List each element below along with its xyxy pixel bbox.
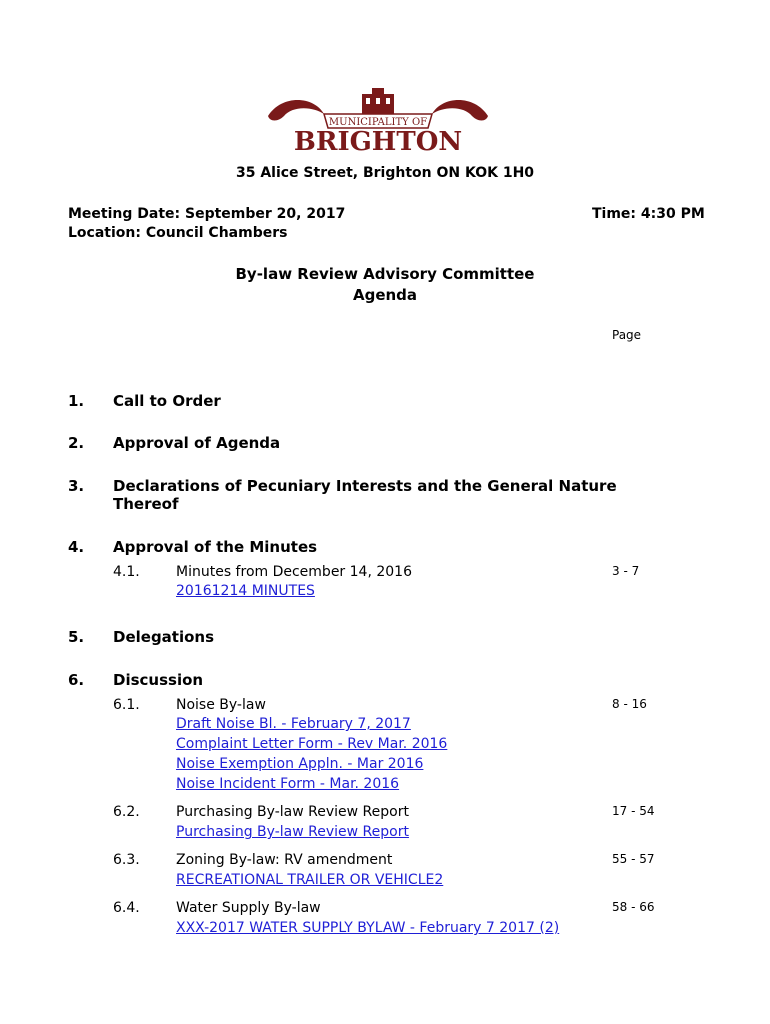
item-number: 4. [68,538,85,556]
logo-main-text: BRIGHTON [293,127,463,154]
page-column-label: Page [612,328,642,342]
logo-top-text: MUNICIPALITY OF [328,117,428,128]
page-range: 17 - 54 [612,804,655,818]
document-link[interactable]: Complaint Letter Form - Rev Mar. 2016 [176,736,448,752]
meeting-location: Location: Council Chambers [68,225,288,241]
document-link[interactable]: Draft Noise Bl. - February 7, 2017 [176,716,411,732]
document-link[interactable]: Noise Incident Form - Mar. 2016 [176,776,400,792]
item-number: 3. [68,477,85,495]
item-number: 5. [68,628,85,646]
subitem-title: Water Supply By-law [176,900,321,916]
item-number: 6. [68,671,85,689]
item-title: Call to Order [113,392,221,410]
item-title: Discussion [113,671,204,689]
page-range: 58 - 66 [612,900,655,914]
committee-title: By-law Review Advisory Committee [235,265,535,283]
subitem-title: Zoning By-law: RV amendment [176,852,393,868]
subitem-title: Minutes from December 14, 2016 [176,564,412,580]
item-title: Delegations [113,628,215,646]
item-title-continued: Thereof [113,495,179,513]
meeting-date: Meeting Date: September 20, 2017 [68,206,346,222]
subitem-number: 6.2. [113,804,140,820]
page-range: 3 - 7 [612,564,640,578]
subitem-number: 4.1. [113,564,140,580]
subitem-number: 6.1. [113,697,140,713]
document-link[interactable]: 20161214 MINUTES [176,583,315,599]
agenda-title: Agenda [352,286,418,304]
page-range: 55 - 57 [612,852,655,866]
item-title: Approval of Agenda [113,434,281,452]
document-link[interactable]: RECREATIONAL TRAILER OR VEHICLE2 [176,872,444,888]
item-number: 1. [68,392,85,410]
item-title: Approval of the Minutes [113,538,318,556]
subitem-number: 6.4. [113,900,140,916]
subitem-number: 6.3. [113,852,140,868]
page-range: 8 - 16 [612,697,647,711]
item-title: Declarations of Pecuniary Interests and the General Nature [113,477,617,495]
meeting-time: Time: 4:30 PM [592,206,705,222]
document-link[interactable]: Purchasing By-law Review Report [176,824,409,840]
document-link[interactable]: XXX-2017 WATER SUPPLY BYLAW - February 7 2017 (2) [176,920,560,936]
subitem-title: Noise By-law [176,697,266,713]
subitem-title: Purchasing By-law Review Report [176,804,409,820]
document-link[interactable]: Noise Exemption Appln. - Mar 2016 [176,756,424,772]
item-number: 2. [68,434,85,452]
municipality-logo [262,86,494,158]
address: 35 Alice Street, Brighton ON KOK 1H0 [235,165,535,181]
